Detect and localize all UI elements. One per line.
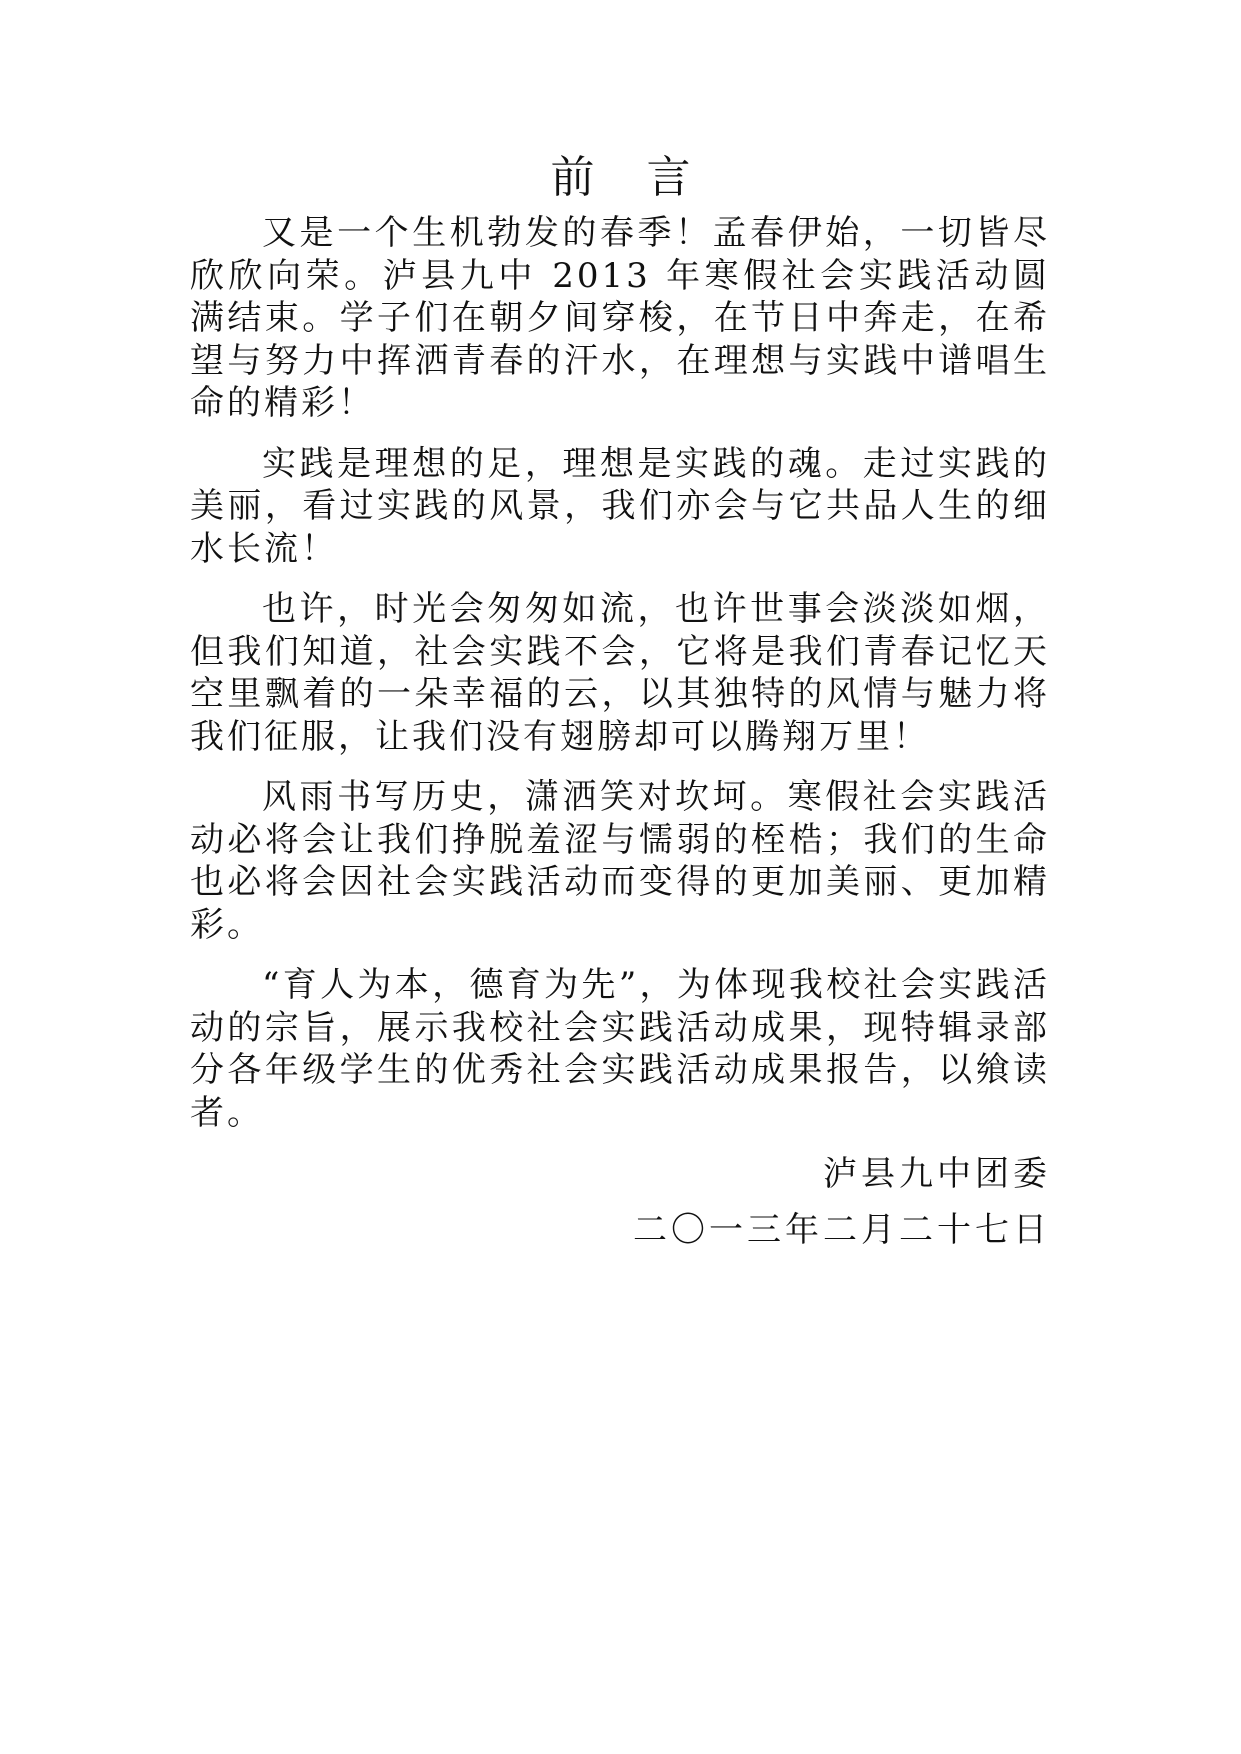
paragraph-5: “育人为本，德育为先”，为体现我校社会实践活动的宗旨，展示我校社会实践活动成果，现特辑录部分各年级学生的优秀社会实践活动成果报告，以飨读者。 — [190, 965, 1050, 1133]
preface-body — [190, 212, 1050, 1152]
signature-date: 二〇一三年二月二十七日 — [633, 1210, 1051, 1250]
paragraph-3: 也许，时光会匆匆如流，也许世事会淡淡如烟，但我们知道，社会实践不会，它将是我们青春记忆天空里飘着的一朵幸福的云，以其独特的风情与魅力将我们征服，让我们没有翅膀却可以腾翔万里！ — [190, 589, 1050, 757]
page-title: 前言 — [550, 152, 743, 203]
signature-organization: 泸县九中团委 — [823, 1154, 1051, 1194]
paragraph-4: 风雨书写历史，潇洒笑对坎坷。寒假社会实践活动必将会让我们挣脱羞涩与懦弱的桎梏；我们的生命也必将会因社会实践活动而变得的更加美丽、更加精彩。 — [190, 777, 1050, 945]
paragraph-1: 又是一个生机勃发的春季！孟春伊始，一切皆尽欣欣向荣。泸县九中 2013 年寒假社会实践活动圆满结束。学子们在朝夕间穿梭，在节日中奔走，在希望与努力中挥洒青春的汗水，在理想与实践中谱唱生命的精彩！ — [190, 213, 1050, 423]
paragraph-2: 实践是理想的足，理想是实践的魂。走过实践的美丽，看过实践的风景，我们亦会与它共品人生的细水长流！ — [190, 443, 1050, 569]
